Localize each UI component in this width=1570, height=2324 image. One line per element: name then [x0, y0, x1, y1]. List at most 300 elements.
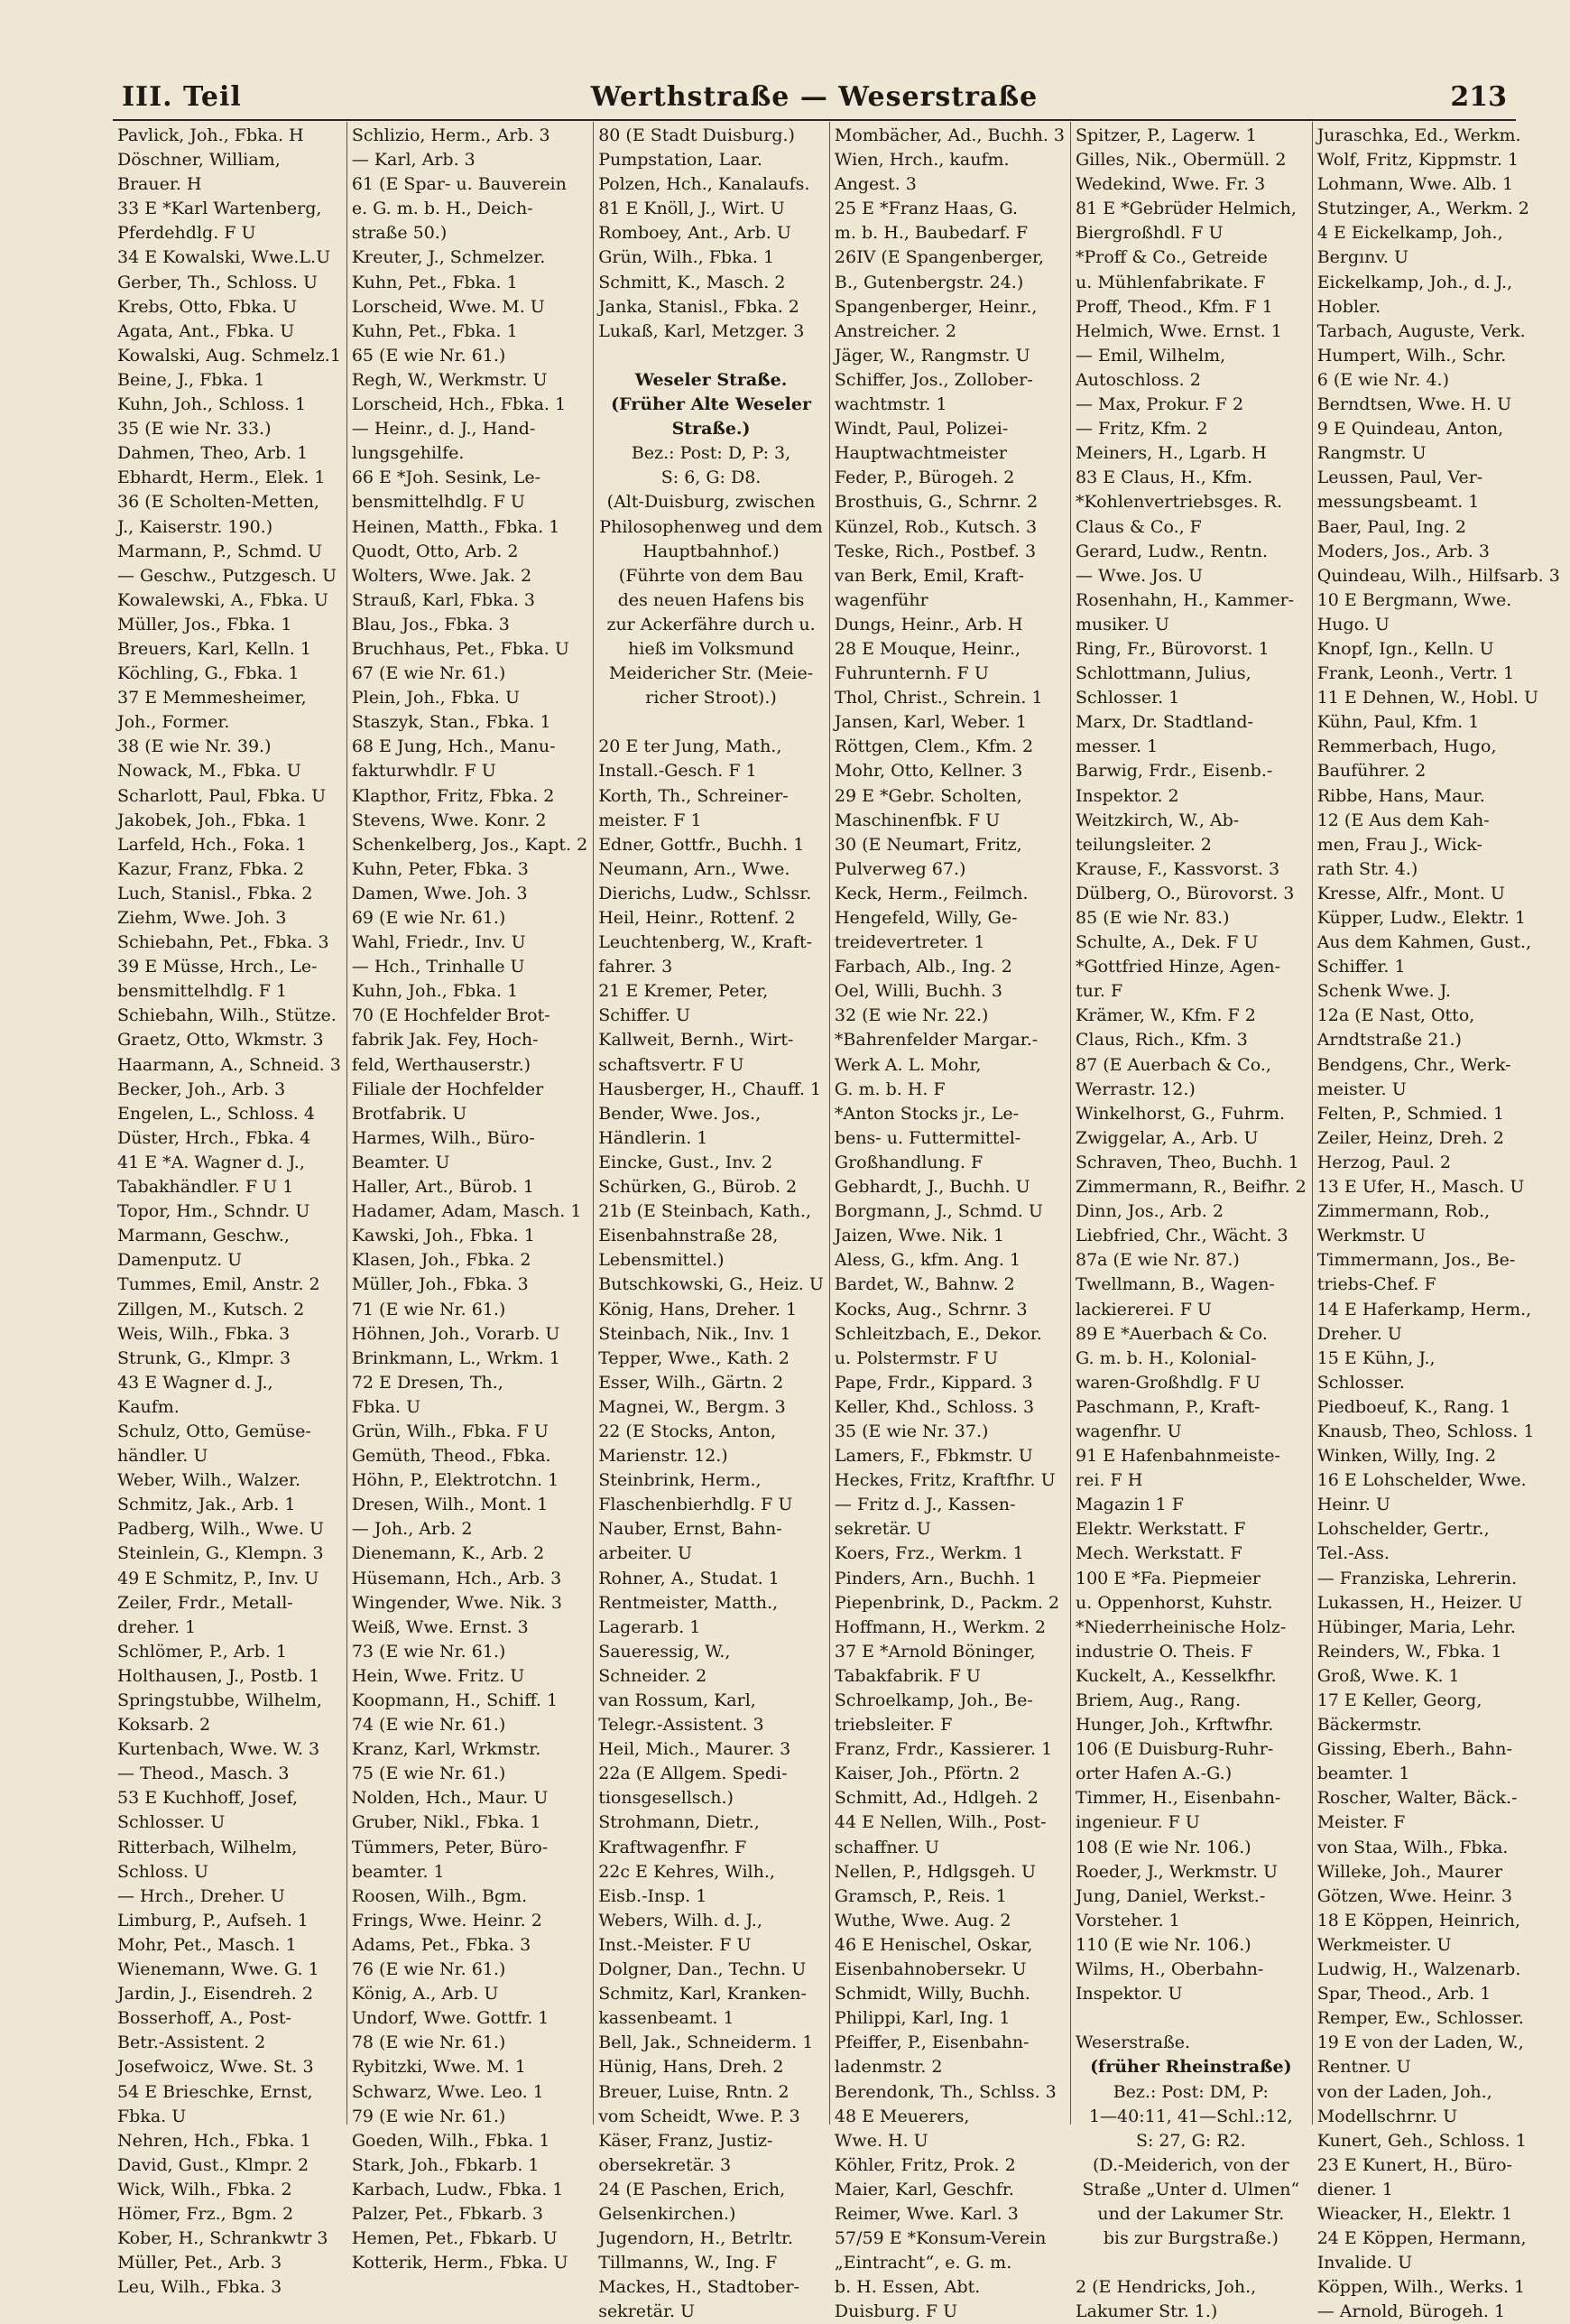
directory-entry-line: Teske, Rich., Postbef. 3 — [834, 541, 1037, 561]
directory-entry-line: Windt, Paul, Polizei- — [834, 419, 1009, 440]
page-number: 213 — [1450, 81, 1507, 113]
directory-entry-line: 34 E Kowalski, Wwe.L.U — [117, 247, 331, 268]
directory-entry-line: bensmittelhdlg. F U — [351, 492, 525, 513]
directory-entry-line: straße 50.) — [351, 223, 448, 244]
directory-entry-line: Heinr. U — [1316, 1495, 1390, 1515]
directory-entry-line: Zimmermann, Rob., — [1316, 1201, 1491, 1222]
directory-entry-line: tur. F — [1076, 981, 1123, 1002]
directory-entry-line: Kaufm. — [117, 1396, 180, 1417]
directory-entry-line: Schiebahn, Pet., Fbka. 3 — [117, 932, 329, 953]
directory-entry-line: Tümmers, Peter, Büro- — [351, 1837, 549, 1857]
directory-entry-line: Schmitt, Ad., Hdlgeh. 2 — [834, 1788, 1039, 1809]
directory-entry-line: Biergroßhdl. F U — [1076, 223, 1224, 244]
directory-entry-line: Gerard, Ludw., Rentn. — [1076, 541, 1268, 561]
directory-entry-line: — Hrch., Dreher. U — [117, 1885, 285, 1906]
directory-entry-line: Schürken, G., Bürob. 2 — [598, 1177, 798, 1198]
directory-entry-line: lungsgehilfe. — [351, 443, 465, 464]
directory-entry-line: Weiß, Wwe. Ernst. 3 — [351, 1616, 529, 1637]
directory-entry-line: Winkelhorst, G., Fuhrm. — [1076, 1103, 1285, 1124]
directory-entry-line: fahrer. 3 — [598, 957, 673, 977]
directory-entry-line: Hauptwachtmeister — [834, 443, 1007, 464]
directory-entry-line: Jakobek, Joh., Fbka. 1 — [117, 810, 308, 830]
directory-entry-line: schaftsvertr. F U — [598, 1054, 744, 1075]
directory-entry-line: Twellmann, B., Wagen- — [1076, 1274, 1275, 1295]
directory-entry-line: Bauführer. 2 — [1316, 761, 1427, 782]
directory-entry-line: Juraschka, Ed., Werkm. — [1316, 125, 1521, 145]
directory-entry-line: Hein, Wwe. Fritz. U — [351, 1665, 525, 1686]
directory-entry-line: Wilms, H., Oberbahn- — [1076, 1959, 1264, 1980]
directory-entry-line: 80 (E Stadt Duisburg.) — [598, 125, 795, 145]
directory-entry-line: Ring, Fr., Bürovorst. 1 — [1076, 638, 1270, 659]
directory-entry-line: Eickelkamp, Joh., d. J., — [1316, 272, 1513, 292]
directory-entry-line: Briem, Aug., Rang. — [1076, 1690, 1242, 1710]
directory-entry-line: 100 E *Fa. Piepmeier — [1076, 1568, 1261, 1588]
directory-entry-line: Tarbach, Auguste, Verk. — [1316, 320, 1526, 341]
directory-entry-line: Kreuter, J., Schmelzer. — [351, 247, 546, 268]
directory-entry-line: 22a (E Allgem. Spedi- — [598, 1764, 788, 1784]
directory-entry-line: Timmermann, Jos., Be- — [1316, 1250, 1516, 1271]
directory-entry-line: 76 (E wie Nr. 61.) — [351, 1959, 506, 1980]
directory-entry-line: Romboey, Ant., Arb. U — [598, 223, 791, 244]
directory-entry-line: Werkmeister. U — [1316, 1934, 1452, 1955]
directory-entry-line: Rentmeister, Matth., — [598, 1592, 779, 1613]
directory-entry-line: Telegr.-Assistent. 3 — [598, 1715, 764, 1736]
directory-entry-line: Zillgen, M., Kutsch. 2 — [117, 1299, 305, 1319]
page-header — [113, 79, 1516, 121]
directory-entry-line: 48 E Meuerers, — [834, 2106, 970, 2126]
directory-entry-line: Rohner, A., Studat. 1 — [598, 1568, 780, 1588]
directory-entry-line: 110 (E wie Nr. 106.) — [1076, 1934, 1251, 1955]
directory-entry-line: Mackes, H., Stadtober- — [598, 2277, 800, 2298]
directory-entry-line: Meister. F — [1316, 1812, 1406, 1833]
directory-entry-line: feld, Werthauserstr.) — [351, 1054, 531, 1075]
directory-entry-line: Kuhn, Pet., Fbka. 1 — [351, 272, 518, 292]
directory-entry-line: Magnei, W., Bergm. 3 — [598, 1396, 786, 1417]
directory-entry-line: Roosen, Wilh., Bgm. — [351, 1885, 528, 1906]
directory-entry-line: Beine, J., Fbka. 1 — [117, 369, 265, 390]
directory-entry-line: B., Gutenbergstr. 24.) — [834, 272, 1024, 292]
directory-entry-line: Modellschrnr. U — [1316, 2106, 1458, 2126]
directory-entry-line: ladenmstr. 2 — [834, 2057, 943, 2078]
directory-entry-line: Edner, Gottfr., Buchh. 1 — [598, 834, 805, 855]
directory-entry-line: Brosthuis, G., Schrnr. 2 — [834, 492, 1039, 513]
directory-entry-line: Roscher, Walter, Bäck.- — [1316, 1788, 1518, 1809]
directory-entry-line: vom Scheidt, Wwe. P. 3 — [598, 2106, 800, 2126]
directory-entry-line: Farbach, Alb., Ing. 2 — [834, 957, 1012, 977]
directory-entry-line: 23 E Kunert, H., Büro- — [1316, 2154, 1512, 2175]
directory-entry-line: Vorsteher. 1 — [1076, 1910, 1180, 1930]
directory-entry-line: 6 (E wie Nr. 4.) — [1316, 369, 1450, 390]
directory-entry-line: Hausberger, H., Chauff. 1 — [598, 1079, 822, 1099]
directory-entry-line: Larfeld, Hch., Foka. 1 — [117, 834, 307, 855]
directory-entry-line: Schlosser. — [1316, 1372, 1405, 1393]
directory-entry-line: Bruchhaus, Pet., Fbka. U — [351, 638, 569, 659]
directory-entry-line: König, A., Arb. U — [351, 1984, 499, 2005]
directory-entry-line: Dülberg, O., Bürovorst. 3 — [1076, 883, 1295, 903]
directory-entry-line: — Joh., Arb. 2 — [351, 1519, 473, 1540]
directory-entry-line: Engelen, L., Schloss. 4 — [117, 1103, 315, 1124]
directory-entry-line: Maschinenfbk. F U — [834, 810, 1001, 830]
directory-entry-line: Dahmen, Theo, Arb. 1 — [117, 443, 309, 464]
directory-entry-line: bens- u. Futtermittel- — [834, 1127, 1021, 1148]
directory-entry-line: 61 (E Spar- u. Bauverein — [351, 174, 567, 195]
directory-entry-line: händler. U — [117, 1446, 208, 1467]
directory-entry-line: Klasen, Joh., Fbka. 2 — [351, 1250, 531, 1271]
directory-entry-line: Lakumer Str. 1.) — [1076, 2301, 1218, 2322]
directory-entry-line: Köhler, Fritz, Prok. 2 — [834, 2154, 1016, 2175]
directory-entry-line: Weber, Wilh., Walzer. — [117, 1470, 300, 1491]
directory-entry-line: Wahl, Friedr., Inv. U — [351, 932, 526, 953]
directory-entry-line: Wick, Wilh., Fbka. 2 — [117, 2179, 292, 2199]
directory-entry-line: Adams, Pet., Fbka. 3 — [351, 1934, 531, 1955]
directory-entry-line: Ludwig, H., Walzenarb. — [1316, 1959, 1521, 1980]
directory-entry-line: Eisb.-Insp. 1 — [598, 1885, 707, 1906]
running-title: Werthstraße — Weserstraße — [590, 81, 1039, 113]
directory-entry-line: Köppen, Wilh., Werks. 1 — [1316, 2277, 1526, 2298]
directory-entry-line: Proff, Theod., Kfm. F 1 — [1076, 296, 1273, 317]
directory-entry-line: 54 E Brieschke, Ernst, — [117, 2081, 313, 2102]
directory-entry-line: *Niederrheinische Holz- — [1076, 1616, 1287, 1637]
directory-entry-line: (Früher Alte Weseler — [611, 394, 811, 415]
directory-entry-line: *Proff & Co., Getreide — [1076, 247, 1268, 268]
directory-entry-line: 57/59 E *Konsum-Verein — [834, 2228, 1047, 2249]
directory-entry-line: Schlottmann, Julius, — [1076, 663, 1251, 684]
directory-entry-line: Marienstr. 12.) — [598, 1446, 728, 1467]
directory-entry-line: *Bahrenfelder Margar.- — [834, 1030, 1039, 1051]
directory-entry-line: Grün, Wilh., Fbka. F U — [351, 1421, 549, 1441]
directory-entry-line: Kuhn, Pet., Fbka. 1 — [351, 320, 518, 341]
directory-entry-line: Inspektor. U — [1076, 1984, 1183, 2005]
directory-entry-line: Knausb, Theo, Schloss. 1 — [1316, 1421, 1535, 1441]
directory-entry-line: 89 E *Auerbach & Co. — [1076, 1323, 1268, 1344]
directory-entry-line: Philippi, Karl, Ing. 1 — [834, 2008, 1011, 2029]
directory-entry-line: Zeiler, Heinz, Dreh. 2 — [1316, 1127, 1504, 1148]
directory-entry-line: Duisburg. F U — [834, 2301, 958, 2322]
directory-entry-line: Zimmermann, R., Beifhr. 2 — [1076, 1177, 1307, 1198]
directory-entry-line: Piepenbrink, D., Packm. 2 — [834, 1592, 1060, 1613]
directory-entry-line: Roeder, J., Werkmstr. U — [1076, 1861, 1279, 1882]
directory-entry-line: Leu, Wilh., Fbka. 3 — [117, 2277, 282, 2298]
directory-entry-line: Kallweit, Bernh., Wirt- — [598, 1030, 794, 1051]
directory-entry-line: Haarmann, A., Schneid. 3 — [117, 1054, 341, 1075]
directory-entry-line: Jugendorn, H., Betrltr. — [598, 2228, 794, 2249]
directory-entry-line: Koopmann, H., Schiff. 1 — [351, 1690, 559, 1710]
directory-entry-line: Kaiser, Joh., Pförtn. 2 — [834, 1764, 1020, 1784]
directory-entry-line: Dinn, Jos., Arb. 2 — [1076, 1201, 1224, 1222]
directory-entry-line: 38 (E wie Nr. 39.) — [117, 736, 272, 757]
directory-entry-line: Butschkowski, G., Heiz. U — [598, 1274, 824, 1295]
directory-entry-line: S: 6, G: D8. — [660, 468, 762, 488]
directory-entry-line: Joh., Former. — [117, 712, 230, 733]
directory-entry-line: Herzog, Paul. 2 — [1316, 1152, 1452, 1172]
directory-entry-line: wagenführ — [834, 589, 928, 610]
directory-entry-line: u. Polstermstr. F U — [834, 1347, 999, 1368]
directory-entry-line: Bosserhoff, A., Post- — [117, 2008, 291, 2029]
directory-entry-line: Müller, Pet., Arb. 3 — [117, 2253, 282, 2273]
directory-entry-line: Schlömer, P., Arb. 1 — [117, 1641, 287, 1662]
directory-entry-line: Schulz, Otto, Gemüse- — [117, 1421, 311, 1441]
directory-entry-line: Händlerin. 1 — [598, 1127, 708, 1148]
directory-entry-line: 108 (E wie Nr. 106.) — [1076, 1837, 1251, 1857]
directory-entry-line: sekretär. U — [598, 2301, 696, 2322]
directory-entry-line: Weis, Wilh., Fbka. 3 — [117, 1323, 291, 1344]
directory-entry-line — [1076, 2006, 1307, 2031]
directory-entry-line: Kresse, Alfr., Mont. U — [1316, 883, 1505, 903]
directory-entry-line: Dierichs, Ludw., Schlssr. — [598, 883, 812, 903]
directory-entry-line: Remper, Ew., Schlosser. — [1316, 2008, 1524, 2029]
section-label: III. Teil — [122, 81, 242, 113]
directory-entry-line: von Staa, Wilh., Fbka. — [1316, 1837, 1509, 1857]
directory-entry-line: rei. F H — [1076, 1470, 1143, 1491]
directory-entry-line: Becker, Joh., Arb. 3 — [117, 1079, 286, 1099]
directory-entry-line: Palzer, Pet., Fbkarb. 3 — [351, 2203, 544, 2224]
directory-entry-line: Müller, Joh., Fbka. 3 — [351, 1274, 529, 1295]
directory-entry-line: treidevertreter. 1 — [834, 932, 985, 953]
directory-entry-line: Saueressig, W., — [598, 1641, 731, 1662]
directory-entry-line: Willeke, Joh., Maurer — [1316, 1861, 1503, 1882]
directory-entry-line: Ritterbach, Wilhelm, — [117, 1837, 298, 1857]
directory-entry-line: m. b. H., Baubedarf. F — [834, 223, 1029, 244]
directory-entry-line: Flaschenbierhdlg. F U — [598, 1495, 793, 1515]
directory-entry-line: Straße.) — [671, 419, 751, 440]
directory-entry-line: Schroelkamp, Joh., Be- — [834, 1690, 1033, 1710]
directory-entry-line: Lamers, F., Fbkmstr. U — [834, 1446, 1033, 1467]
directory-entry-line: u. Oppenhorst, Kuhstr. — [1076, 1592, 1273, 1613]
directory-entry-line: industrie O. Theis. F — [1076, 1641, 1253, 1662]
directory-entry-line: — Theod., Masch. 3 — [117, 1764, 290, 1784]
directory-entry-line — [598, 710, 824, 735]
directory-entry-line: 53 E Kuchhoff, Josef, — [117, 1788, 299, 1809]
directory-entry-line: Schenkelberg, Jos., Kapt. 2 — [351, 834, 588, 855]
directory-entry-line: Thol, Christ., Schrein. 1 — [834, 688, 1043, 708]
directory-entry-line: Marmann, P., Schmd. U — [117, 541, 322, 561]
directory-entry-line: Röttgen, Clem., Kfm. 2 — [834, 736, 1034, 757]
directory-entry-line: Berendonk, Th., Schlss. 3 — [834, 2081, 1057, 2102]
directory-entry-line: 21 E Kremer, Peter, — [598, 981, 769, 1002]
directory-entry-line: Pinders, Arn., Buchh. 1 — [834, 1568, 1037, 1588]
directory-entry-line: Topor, Hm., Schndr. U — [117, 1201, 310, 1222]
directory-entry-line: Korth, Th., Schreiner- — [598, 785, 789, 806]
directory-entry-line: Kotterik, Herm., Fbka. U — [351, 2253, 568, 2273]
directory-entry-line: Werkmstr. U — [1316, 1226, 1426, 1246]
directory-entry-line: Felten, P., Schmied. 1 — [1316, 1103, 1504, 1124]
directory-entry-line: Mohr, Otto, Kellner. 3 — [834, 761, 1023, 782]
directory-entry-line: Dienemann, K., Arb. 2 — [351, 1543, 545, 1564]
directory-entry-line: Kowalski, Aug. Schmelz.1 — [117, 345, 341, 366]
directory-entry-line: Quodt, Otto, Arb. 2 — [351, 541, 519, 561]
directory-entry-line: Aless, G., kfm. Ang. 1 — [834, 1250, 1021, 1271]
directory-entry-line: Höhn, P., Elektrotchn. 1 — [351, 1470, 559, 1491]
directory-entry-line: Gebhardt, J., Buchh. U — [834, 1177, 1030, 1198]
directory-entry-line: Inspektor. 2 — [1076, 785, 1179, 806]
directory-entry-line: 85 (E wie Nr. 83.) — [1076, 908, 1230, 928]
directory-entry-line: men, Frau J., Wick- — [1316, 834, 1482, 855]
directory-entry-line: triebsleiter. F — [834, 1715, 953, 1736]
directory-entry-line: *Gottfried Hinze, Agen- — [1076, 957, 1281, 977]
directory-entry-line: Stevens, Wwe. Konr. 2 — [351, 810, 547, 830]
directory-entry-line: Leussen, Paul, Ver- — [1316, 468, 1483, 488]
directory-entry-line: Dreher. U — [1316, 1323, 1402, 1344]
directory-entry-line: 39 E Müsse, Hrch., Le- — [117, 957, 318, 977]
directory-entry-line: Maier, Karl, Geschfr. — [834, 2179, 1014, 2199]
directory-entry-line: Lukassen, H., Heizer. U — [1316, 1592, 1523, 1613]
directory-entry-line: Nolden, Hch., Maur. U — [351, 1788, 549, 1809]
directory-entry-line: Tel.-Ass. — [1316, 1543, 1390, 1564]
directory-entry-line: 16 E Lohschelder, Wwe. — [1316, 1470, 1527, 1491]
directory-entry-line: Weserstraße. — [1076, 2032, 1191, 2053]
directory-entry-line: Eincke, Gust., Inv. 2 — [598, 1152, 773, 1172]
directory-entry-line: 37 E Memmesheimer, — [117, 688, 307, 708]
directory-entry-line: Josefwoicz, Wwe. St. 3 — [117, 2057, 314, 2078]
directory-entry-line: Kuckelt, A., Kesselkfhr. — [1076, 1665, 1277, 1686]
directory-entry-line: Mech. Werkstatt. F — [1076, 1543, 1242, 1564]
directory-entry-line: 33 E *Karl Wartenberg, — [117, 199, 322, 219]
directory-entry-line: 87a (E wie Nr. 87.) — [1076, 1250, 1240, 1271]
directory-entry-line: 69 (E wie Nr. 61.) — [351, 908, 506, 928]
directory-entry-line: arbeiter. U — [598, 1543, 693, 1564]
directory-entry-line: König, Hans, Dreher. 1 — [598, 1299, 798, 1319]
directory-entry-line: Breuers, Karl, Kelln. 1 — [117, 638, 311, 659]
directory-entry-line: Pulverweg 67.) — [834, 858, 966, 879]
directory-entry-line: Staszyk, Stan., Fbka. 1 — [351, 712, 551, 733]
directory-entry-line: — Emil, Wilhelm, — [1076, 345, 1226, 366]
directory-entry-line: Wuthe, Wwe. Aug. 2 — [834, 1910, 1011, 1930]
directory-entry-line: Lukaß, Karl, Metzger. 3 — [598, 320, 805, 341]
directory-entry-line: Keller, Khd., Schloss. 3 — [834, 1396, 1035, 1417]
directory-entry-line: Mombächer, Ad., Buchh. 3 — [834, 125, 1065, 145]
directory-entry-line: tionsgesellsch.) — [598, 1788, 734, 1809]
directory-entry-line: van Rossum, Karl, — [598, 1690, 756, 1710]
directory-entry-line: meister. F 1 — [598, 810, 702, 830]
directory-entry-line: Holthausen, J., Postb. 1 — [117, 1665, 320, 1686]
directory-entry-line: beamter. 1 — [351, 1861, 445, 1882]
directory-entry-line: Franz, Frdr., Kassierer. 1 — [834, 1739, 1053, 1760]
directory-entry-line: Hübinger, Maria, Lehr. — [1316, 1616, 1516, 1637]
directory-entry-line: 49 E Schmitz, P., Inv. U — [117, 1568, 319, 1588]
directory-entry-line: Köchling, G., Fbka. 1 — [117, 663, 300, 684]
directory-entry-line: — Fritz, Kfm. 2 — [1076, 419, 1208, 440]
directory-entry-line: Steinbach, Nik., Inv. 1 — [598, 1323, 791, 1344]
directory-entry-line: Piedboeuf, K., Rang. 1 — [1316, 1396, 1511, 1417]
directory-entry-line: Dolgner, Dan., Techn. U — [598, 1959, 807, 1980]
directory-entry-line: Bender, Wwe. Jos., — [598, 1103, 762, 1124]
directory-entry-line: Barwig, Frdr., Eisenb.- — [1076, 761, 1273, 782]
directory-entry-line: Schloss. U — [117, 1861, 209, 1882]
directory-entry-line: Invalide. U — [1316, 2253, 1413, 2273]
directory-entry-line: Stutzinger, A., Werkm. 2 — [1316, 199, 1529, 219]
directory-entry-line: Müller, Jos., Fbka. 1 — [117, 614, 292, 634]
directory-entry-line: Install.-Gesch. F 1 — [598, 761, 757, 782]
directory-entry-line: Bäckermstr. — [1316, 1715, 1422, 1736]
directory-entry-line: Schmitt, K., Masch. 2 — [598, 272, 786, 292]
directory-entry-line: Harmes, Wilh., Büro- — [351, 1127, 535, 1148]
directory-entry-line: Jung, Daniel, Werkst.- — [1076, 1885, 1266, 1906]
directory-entry-line: Stark, Joh., Fbkarb. 1 — [351, 2154, 540, 2175]
directory-entry-line: Kuhn, Joh., Fbka. 1 — [351, 981, 519, 1002]
directory-entry-line: Hengefeld, Willy, Ge- — [834, 908, 1018, 928]
directory-column — [830, 122, 1071, 2322]
directory-entry-line: — Heinr., d. J., Hand- — [351, 419, 536, 440]
directory-entry-line: Ribbe, Hans, Maur. — [1316, 785, 1485, 806]
directory-entry-line: Helmich, Wwe. Ernst. 1 — [1076, 320, 1282, 341]
directory-entry-line: Frank, Leonh., Vertr. 1 — [1316, 663, 1515, 684]
directory-entry-line: e. G. m. b. H., Deich- — [351, 199, 533, 219]
directory-entry-line: Arndtstraße 21.) — [1316, 1030, 1462, 1051]
directory-entry-line: Brotfabrik. U — [351, 1103, 467, 1124]
directory-entry-line: 66 E *Joh. Sesink, Le- — [351, 468, 541, 488]
directory-entry-line: Damen, Wwe. Joh. 3 — [351, 883, 528, 903]
directory-entry-line: rath Str. 4.) — [1316, 858, 1418, 879]
directory-entry-line: Straße „Unter d. Ulmen“ — [1082, 2179, 1300, 2199]
directory-entry-line: waren-Großhdlg. F U — [1076, 1372, 1261, 1393]
directory-entry-line: 74 (E wie Nr. 61.) — [351, 1715, 506, 1736]
directory-entry-line: Werk A. L. Mohr, — [834, 1054, 982, 1075]
directory-entry-line: Autoschloss. 2 — [1076, 369, 1201, 390]
directory-entry-line: Janka, Stanisl., Fbka. 2 — [598, 296, 799, 317]
directory-entry-line: Kuhn, Peter, Fbka. 3 — [351, 858, 529, 879]
directory-entry-line: 2 (E Hendricks, Joh., — [1076, 2277, 1257, 2298]
directory-entry-line: Lohschelder, Gertr., — [1316, 1519, 1490, 1540]
directory-entry-line: Berndtsen, Wwe. H. U — [1316, 394, 1512, 415]
directory-entry-line: Gemüth, Theod., Fbka. — [351, 1446, 551, 1467]
directory-entry-line: Krebs, Otto, Fbka. U — [117, 296, 298, 317]
directory-entry-line: Rentner. U — [1316, 2057, 1411, 2078]
directory-entry-line: Wolters, Wwe. Jak. 2 — [351, 565, 532, 586]
directory-entry-line: 73 (E wie Nr. 61.) — [351, 1641, 506, 1662]
directory-entry-line: „Eintracht“, e. G. m. — [834, 2253, 1012, 2273]
directory-entry-line: Gissing, Eberh., Bahn- — [1316, 1739, 1512, 1760]
directory-entry-line: 14 E Haferkamp, Herm., — [1316, 1299, 1532, 1319]
directory-entry-line: 18 E Köppen, Heinrich, — [1316, 1910, 1521, 1930]
directory-entry-line: Schiffer. U — [598, 1005, 690, 1026]
directory-entry-line: 17 E Keller, Georg, — [1316, 1690, 1482, 1710]
directory-entry-line: 12 (E Aus dem Kah- — [1316, 810, 1490, 830]
directory-entry-line: 83 E Claus, H., Kfm. — [1076, 468, 1253, 488]
directory-entry-line: Pfeiffer, P., Eisenbahn- — [834, 2032, 1030, 2053]
directory-entry-line: Knopf, Ign., Kelln. U — [1316, 638, 1494, 659]
directory-entry-line: Pumpstation, Laar. — [598, 150, 762, 171]
directory-entry-line: musiker. U — [1076, 614, 1169, 634]
directory-entry-line: Rybitzki, Wwe. M. 1 — [351, 2057, 526, 2078]
directory-entry-line: Moders, Jos., Arb. 3 — [1316, 541, 1490, 561]
directory-entry-line: 41 E *A. Wagner d. J., — [117, 1152, 305, 1172]
directory-entry-line: Blau, Jos., Fbka. 3 — [351, 614, 510, 634]
directory-entry-line: 26IV (E Spangenberger, — [834, 247, 1044, 268]
directory-entry-line: 25 E *Franz Haas, G. — [834, 199, 1019, 219]
directory-entry-line: 22 (E Stocks, Anton, — [598, 1421, 777, 1441]
directory-entry-line: Kühn, Paul, Kfm. 1 — [1316, 712, 1480, 733]
directory-entry-line: Bendgens, Chr., Werk- — [1316, 1054, 1511, 1075]
directory-entry-line: Wwe. H. U — [834, 2130, 928, 2151]
directory-entry-line: Leuchtenberg, W., Kraft- — [598, 932, 813, 953]
directory-entry-line: Philosophenweg und dem — [599, 516, 823, 537]
directory-entry-line: Undorf, Wwe. Gottfr. 1 — [351, 2008, 550, 2029]
directory-entry-line: Nehren, Hch., Fbka. 1 — [117, 2130, 311, 2151]
directory-entry-line: Fuhrunternh. F U — [834, 663, 989, 684]
directory-entry-line: zur Ackerfähre durch u. — [606, 614, 816, 634]
directory-entry-line: Kocks, Aug., Schrnr. 3 — [834, 1299, 1028, 1319]
directory-entry-line: 22c E Kehres, Wilh., — [598, 1861, 775, 1882]
directory-entry-line: Brauer. H — [117, 174, 202, 195]
directory-entry-line: Heinen, Matth., Fbka. 1 — [351, 516, 560, 537]
directory-entry-line: Kuhn, Joh., Schloss. 1 — [117, 394, 307, 415]
directory-entry-line: Schwarz, Wwe. Leo. 1 — [351, 2081, 544, 2102]
directory-entry-line: 19 E von der Laden, W., — [1316, 2032, 1524, 2053]
directory-entry-line: Agata, Ant., Fbka. U — [117, 320, 295, 341]
directory-entry-line: teilungsleiter. 2 — [1076, 834, 1212, 855]
directory-entry-line: Goeden, Wilh., Fbka. 1 — [351, 2130, 550, 2151]
directory-entry-line: Jardin, J., Eisendreh. 2 — [117, 1984, 313, 2005]
